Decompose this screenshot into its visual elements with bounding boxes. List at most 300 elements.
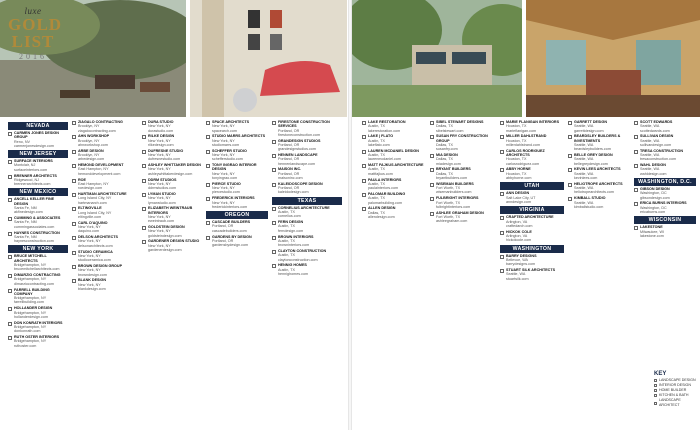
- category-checkbox-icon: [142, 164, 146, 168]
- entry-website[interactable]: studioceramica.com: [78, 258, 111, 263]
- directory-entry: [8, 306, 68, 319]
- gold-list-logo: [8, 6, 63, 82]
- entry-website[interactable]: garrettdesign.com: [574, 128, 604, 133]
- entry-website[interactable]: carmenjonesdesign.com: [14, 143, 54, 148]
- entry-location: New York, NY: [148, 153, 171, 158]
- category-checkbox-icon: [362, 150, 366, 154]
- entry-website[interactable]: marieflanigan.com: [506, 128, 537, 133]
- directory-entry: [142, 120, 202, 133]
- key-label: KITCHEN & BATH: [659, 393, 689, 397]
- entry-website[interactable]: browninteriors.com: [278, 243, 310, 248]
- directory-column: [206, 120, 268, 430]
- category-checkbox-icon: [568, 154, 572, 158]
- entry-location: East Hampton, NY: [78, 167, 109, 172]
- directory-entry: [362, 149, 426, 162]
- entry-name: CARL D'AQUINO: [78, 220, 108, 225]
- photo-tent-room: [526, 0, 700, 117]
- entry-location: Portland, OR: [278, 128, 300, 133]
- category-checkbox-icon: [142, 207, 146, 211]
- entry-name: DIMARZIO CONTRACTING: [14, 273, 61, 278]
- entry-website[interactable]: paulainteriors.com: [368, 186, 399, 191]
- category-checkbox-icon: [72, 164, 76, 168]
- entry-location: Bridgehampton, NY: [14, 324, 47, 329]
- entry-name: CASCADE BUILDERS: [212, 220, 251, 225]
- state-section-header: NEVADA: [8, 122, 68, 130]
- entry-location: Seattle, WA: [574, 142, 594, 147]
- entry-name: HARTMAN ARCHITECTURE: [78, 191, 127, 196]
- entry-website[interactable]: kevinlees.com: [574, 176, 598, 181]
- entry-location: New York, NY: [148, 167, 171, 172]
- category-checkbox-icon: [8, 217, 12, 221]
- entry-location: Seattle, WA: [640, 153, 660, 158]
- category-checkbox-icon: [272, 250, 276, 254]
- category-checkbox-icon: [362, 121, 366, 125]
- key-label: HOME BUILDER: [659, 388, 687, 392]
- directory-entry: [8, 197, 68, 214]
- category-checkbox-icon: [8, 307, 12, 311]
- entry-website[interactable]: arbedesign.com: [78, 157, 105, 162]
- entry-website[interactable]: stuartsilk.com: [506, 276, 529, 281]
- entry-name: CRAFTED ARCHITECTURE: [506, 215, 554, 220]
- directory-entry: [362, 206, 426, 219]
- entry-website[interactable]: scottedwards.com: [640, 128, 670, 133]
- entry-website[interactable]: gibsondesign.com: [640, 195, 670, 200]
- entry-website[interactable]: daquino.com: [78, 229, 100, 234]
- entry-location: New York, NY: [148, 229, 171, 234]
- category-checkbox-icon: [8, 336, 12, 340]
- entry-website[interactable]: hennighomes.com: [278, 271, 309, 276]
- entry-website[interactable]: bryantbuilders.com: [436, 176, 468, 181]
- entry-website[interactable]: mattfajkus.com: [368, 171, 393, 176]
- key-title: KEY: [654, 371, 667, 377]
- directory-entry: [430, 196, 496, 209]
- category-checkbox-icon: [568, 197, 572, 201]
- entry-name: DURA STUDIO: [148, 120, 174, 124]
- entry-location: Dallas, TX: [436, 142, 453, 147]
- entry-name: CARMEN JONES DESIGN GROUP: [14, 131, 59, 140]
- entry-name: DON KONRATH INTERIORS: [14, 320, 63, 325]
- entry-location: Austin, TX: [368, 124, 385, 129]
- entry-name: ABBY HORNE: [506, 167, 531, 172]
- entry-website[interactable]: hemonddevelopment.com: [78, 171, 121, 176]
- key-label: LANDSCAPE ARCHITECT: [658, 398, 681, 407]
- category-checkbox-icon: [430, 212, 434, 216]
- entry-website[interactable]: ericaburns.com: [640, 210, 666, 215]
- directory-entry: [500, 215, 564, 228]
- category-checkbox-icon: [206, 135, 210, 139]
- key-item: [654, 398, 700, 408]
- key-box-icon: [654, 384, 657, 387]
- entry-location: Long Island City, NY: [78, 210, 112, 215]
- category-checkbox-icon: [72, 207, 76, 211]
- entry-website[interactable]: delsonarchitects.com: [78, 243, 113, 248]
- entry-website[interactable]: ziagalocontracting.com: [78, 128, 116, 133]
- directory-entry: [72, 163, 138, 176]
- directory-entry: [272, 120, 342, 137]
- category-checkbox-icon: [500, 192, 504, 196]
- entry-website[interactable]: goldsteindesign.com: [148, 233, 182, 238]
- entry-website[interactable]: frederickinteriors.com: [212, 204, 248, 209]
- category-checkbox-icon: [430, 135, 434, 139]
- category-checkbox-icon: [634, 121, 638, 125]
- entry-location: New York, NY: [212, 200, 235, 205]
- entry-website[interactable]: kimballstudio.com: [574, 204, 604, 209]
- category-checkbox-icon: [430, 154, 434, 158]
- entry-location: Bridgehampton, NY: [14, 296, 47, 301]
- entry-website[interactable]: browndesign.com: [78, 272, 107, 277]
- entry-name: SCOTT EDWARDS: [640, 120, 673, 124]
- entry-website[interactable]: ferndesign.com: [278, 228, 304, 233]
- category-checkbox-icon: [362, 135, 366, 139]
- directory-entry: [142, 225, 202, 238]
- entry-location: Bridgehampton, NY: [14, 339, 47, 344]
- directory-entry: [142, 134, 202, 147]
- entry-website[interactable]: farrellbuilding.com: [14, 300, 44, 305]
- category-checkbox-icon: [72, 279, 76, 283]
- title-gold: GOLD: [8, 15, 63, 34]
- entry-website[interactable]: rilkedesign.com: [148, 142, 174, 147]
- entry-website[interactable]: firestoneconstruction.com: [278, 132, 321, 137]
- category-checkbox-icon: [8, 255, 12, 259]
- category-checkbox-icon: [72, 150, 76, 154]
- directory-entry: [634, 187, 696, 200]
- directory-entry: [500, 120, 564, 133]
- category-checkbox-icon: [500, 121, 504, 125]
- entry-website[interactable]: heliotropearchitects.com: [574, 190, 614, 195]
- directory-entry: [206, 120, 268, 133]
- entry-name: TRESA CONSTRUCTION: [640, 148, 684, 153]
- entry-location: Houston, TX: [506, 124, 527, 129]
- entry-website[interactable]: brennerarchitects.com: [14, 182, 51, 187]
- entry-website[interactable]: eltingville.com: [78, 214, 102, 219]
- category-checkbox-icon: [430, 168, 434, 172]
- directory-entry: [72, 221, 138, 234]
- entry-website[interactable]: schefferstudio.com: [212, 157, 243, 162]
- entry-location: Washington, DC: [640, 205, 667, 210]
- entry-website[interactable]: akfinedesign.com: [14, 210, 43, 215]
- category-checkbox-icon: [206, 221, 210, 225]
- entry-name: ASHLEE GRAHAM DESIGN: [436, 210, 484, 215]
- entry-name: FULBRIGHT INTERIORS: [436, 196, 479, 201]
- state-section-header: VIRGINIA: [500, 206, 564, 214]
- entry-website[interactable]: cascadebuilders.com: [212, 228, 247, 233]
- directory-column: [568, 120, 630, 430]
- category-checkbox-icon: [272, 140, 276, 144]
- directory-entry: [362, 178, 426, 191]
- state-section-header: TEXAS: [272, 197, 342, 205]
- entry-website[interactable]: cummingassociates.com: [14, 224, 55, 229]
- entry-name: GARDENER DESIGN STUDIO: [148, 239, 200, 244]
- state-section-header: WISCONSIN: [634, 216, 696, 224]
- state-section-header: UTAH: [500, 182, 564, 190]
- entry-location: Dallas, TX: [436, 171, 453, 176]
- entry-website[interactable]: lakerestoration.com: [368, 128, 401, 133]
- directory-entry: [568, 182, 630, 195]
- category-checkbox-icon: [72, 236, 76, 240]
- directory-entry: [568, 167, 630, 180]
- entry-name: PALOMAR BUILDING: [368, 191, 406, 196]
- entry-website[interactable]: lakestone.com: [640, 233, 664, 238]
- directory-column: [362, 120, 426, 430]
- category-checkbox-icon: [142, 193, 146, 197]
- category-checkbox-icon: [272, 183, 276, 187]
- entry-name: LAKE | FLATO: [368, 134, 394, 139]
- entry-website[interactable]: studiomarrs.com: [212, 142, 240, 147]
- entry-website[interactable]: carlosrodriguez.com: [506, 161, 540, 166]
- entry-website[interactable]: susanfry.com: [436, 147, 458, 152]
- directory-entry: [72, 278, 138, 291]
- directory-entry: [206, 149, 268, 162]
- directory-entry: [206, 235, 268, 248]
- entry-website[interactable]: hollanderdesign.com: [14, 314, 49, 319]
- entry-website[interactable]: tonyingrao.com: [212, 176, 238, 181]
- entry-website[interactable]: donkonrath.com: [14, 329, 41, 334]
- entry-location: Austin, TX: [368, 181, 385, 186]
- entry-location: New York, NY: [78, 253, 101, 258]
- entry-location: Dallas, TX: [436, 124, 453, 129]
- directory-entry: [500, 230, 564, 243]
- entry-name: BLANK DESIGN: [78, 278, 107, 283]
- entry-website[interactable]: dimarziocontracting.com: [14, 281, 54, 286]
- category-checkbox-icon: [500, 135, 504, 139]
- entry-name: BROWN INTERIORS: [278, 234, 314, 239]
- category-checkbox-icon: [8, 274, 12, 278]
- entry-website[interactable]: wahldesign.com: [640, 171, 667, 176]
- entry-website[interactable]: miadesign.com: [436, 161, 461, 166]
- directory-entry: [142, 239, 202, 252]
- entry-name: STUDIO CERAMICA: [78, 249, 113, 254]
- legend-key: [654, 372, 700, 408]
- entry-website[interactable]: lymanstudio.com: [148, 200, 176, 205]
- entry-website[interactable]: ddrmstudios.com: [148, 186, 177, 191]
- category-checkbox-icon: [72, 135, 76, 139]
- directory-entry: [72, 264, 138, 277]
- entry-website[interactable]: grandesignstudios.com: [278, 147, 316, 152]
- entry-website[interactable]: kaleidodesign.com: [278, 190, 309, 195]
- directory-entry: [142, 206, 202, 223]
- entry-name: STUDIO MARRS ARCHITECTS: [212, 134, 266, 139]
- directory-entry: [272, 263, 342, 276]
- luxe-wordmark: luxe: [24, 6, 42, 16]
- entry-location: New York, NY: [212, 171, 235, 176]
- entry-name: ANN DESIGN: [506, 191, 530, 196]
- entry-location: Austin, TX: [368, 167, 385, 172]
- entry-location: Milwaukee, WI: [640, 229, 664, 234]
- entry-website[interactable]: haynesconstruction.com: [14, 239, 54, 244]
- state-section-header: NEW JERSEY: [8, 150, 68, 158]
- entry-website[interactable]: gardensbydesign.com: [212, 243, 249, 248]
- category-checkbox-icon: [568, 183, 572, 187]
- entry-location: Portland, OR: [278, 186, 300, 191]
- entry-name: GARRETT DESIGN: [574, 120, 607, 124]
- entry-location: New York, NY: [148, 124, 171, 129]
- entry-name: SIBEL STEWART DESIGNS: [436, 120, 484, 124]
- entry-name: DDRM STUDIOS: [148, 177, 177, 182]
- entry-website[interactable]: tresaconstruction.com: [640, 157, 677, 162]
- entry-website[interactable]: cornelius.com: [278, 214, 301, 219]
- entry-name: ROE: [78, 177, 86, 182]
- category-checkbox-icon: [634, 164, 638, 168]
- directory-entry: [272, 139, 342, 152]
- category-checkbox-icon: [430, 183, 434, 187]
- entry-website[interactable]: laurenmcdaniel.com: [368, 157, 401, 162]
- entry-name: GRANDESIGN STUDIOS: [278, 138, 321, 143]
- category-checkbox-icon: [362, 164, 366, 168]
- category-checkbox-icon: [72, 265, 76, 269]
- entry-website[interactable]: eweintraub.com: [148, 219, 175, 224]
- category-checkbox-icon: [8, 322, 12, 326]
- entry-website[interactable]: wisemanbuilders.com: [436, 190, 472, 195]
- entry-location: East Hampton, NY: [78, 181, 109, 186]
- entry-location: Dallas, TX: [368, 210, 385, 215]
- entry-website[interactable]: sullivandesign.com: [640, 142, 672, 147]
- entry-website[interactable]: lakeflato.com: [368, 142, 390, 147]
- entry-name: DUFRESNE STUDIO: [148, 148, 184, 153]
- entry-website[interactable]: roedesign.com: [78, 186, 103, 191]
- category-checkbox-icon: [634, 202, 638, 206]
- key-box-icon: [654, 402, 657, 405]
- entry-website[interactable]: claytonconstruction.com: [278, 257, 318, 262]
- category-checkbox-icon: [500, 231, 504, 235]
- entry-location: Houston, TX: [506, 171, 527, 176]
- state-section-header: NEW YORK: [8, 245, 68, 253]
- entry-website[interactable]: piercestudio.com: [212, 190, 240, 195]
- title-list: LIST: [11, 32, 55, 51]
- entry-website[interactable]: surfaceinteriors.com: [14, 167, 48, 172]
- directory-entry: [206, 134, 268, 147]
- category-checkbox-icon: [568, 168, 572, 172]
- directory-entry: [206, 163, 268, 180]
- entry-location: Bridgehampton, NY: [14, 310, 47, 315]
- entry-name: HEMOND DEVELOPMENT: [78, 163, 124, 168]
- entry-location: New York, NY: [78, 225, 101, 230]
- category-checkbox-icon: [142, 240, 146, 244]
- directory-entry: [500, 268, 564, 281]
- entry-name: GOLDSTEIN DESIGN: [148, 225, 185, 230]
- entry-location: New York, NY: [212, 153, 235, 158]
- entry-location: Reno, NV: [14, 139, 30, 144]
- entry-website[interactable]: durastudio.com: [148, 128, 174, 133]
- directory-entry: [72, 178, 138, 191]
- entry-website[interactable]: barrydesigns.com: [506, 262, 536, 267]
- directory-entry: [8, 174, 68, 187]
- entry-website[interactable]: hickokcole.com: [506, 238, 532, 243]
- entry-location: Bellevue, WA: [506, 257, 528, 262]
- entry-location: Brooklyn, NY: [78, 138, 100, 143]
- entry-location: Seattle, WA: [506, 272, 526, 277]
- category-checkbox-icon: [272, 121, 276, 125]
- entry-website[interactable]: ashleywhittakerdesign.com: [148, 171, 193, 176]
- entry-location: Austin, TX: [368, 153, 385, 158]
- state-section-header: OREGON: [206, 211, 268, 219]
- entry-location: New York, NY: [212, 124, 235, 129]
- category-checkbox-icon: [272, 207, 276, 211]
- directory-entry: [72, 192, 138, 205]
- category-checkbox-icon: [634, 135, 638, 139]
- entry-location: New York, NY: [212, 186, 235, 191]
- entry-name: KALEIDOSCOPE DESIGN: [278, 181, 323, 186]
- entry-website[interactable]: bellegreydesign.com: [574, 161, 608, 166]
- directory-entry: [142, 149, 202, 162]
- entry-name: BARRY DESIGNS: [506, 253, 537, 258]
- entry-location: New York, NY: [78, 282, 101, 287]
- directory-entry: [8, 321, 68, 334]
- entry-website[interactable]: beardsleybuilders.com: [574, 147, 611, 152]
- entry-website[interactable]: palomarbuilding.com: [368, 200, 403, 205]
- entry-website[interactable]: ahnworkshop.com: [78, 142, 108, 147]
- category-checkbox-icon: [206, 150, 210, 154]
- entry-website[interactable]: ruthoster.com: [14, 343, 37, 348]
- directory-entry: [272, 206, 342, 219]
- entry-location: Ridgewood, NJ: [14, 177, 40, 182]
- entry-name: PIERCE STUDIO: [212, 181, 241, 186]
- entry-website[interactable]: hartmanarch.com: [78, 200, 107, 205]
- category-checkbox-icon: [272, 168, 276, 172]
- entry-name: CLAYTON CONSTRUCTION: [278, 248, 327, 253]
- entry-name: HICKOK COLE: [506, 229, 532, 234]
- entry-name: HAYNES CONSTRUCTION: [14, 230, 60, 235]
- entry-website[interactable]: hennenlandscape.com: [278, 161, 316, 166]
- directory-entry: [634, 163, 696, 176]
- entry-location: Seattle, WA: [574, 124, 594, 129]
- entry-website[interactable]: dufresnestudio.com: [148, 157, 181, 162]
- directory-entry: [72, 120, 138, 133]
- directory-entry: [8, 335, 68, 348]
- category-checkbox-icon: [72, 222, 76, 226]
- title-year: 2016: [19, 52, 47, 61]
- entry-website[interactable]: abbyhorne.com: [506, 176, 532, 181]
- entry-name: FERN DESIGN: [278, 220, 304, 225]
- entry-website[interactable]: anndesign.com: [506, 199, 532, 204]
- directory-entry: [568, 153, 630, 166]
- entry-website[interactable]: gardenerdesign.com: [148, 248, 182, 253]
- entry-website[interactable]: maisoninc.com: [278, 176, 303, 181]
- entry-location: Austin, TX: [278, 267, 295, 272]
- entry-name: BRUCE MITCHELL ARCHITECTS: [14, 254, 47, 263]
- entry-website[interactable]: millerdahlstrand.com: [506, 142, 541, 147]
- category-checkbox-icon: [8, 198, 12, 202]
- entry-location: Brooklyn, NY: [78, 124, 100, 129]
- directory-column: [272, 120, 342, 430]
- entry-name: FARRELL BUILDING COMPANY: [14, 287, 50, 296]
- entry-name: SURFACE INTERIORS: [14, 159, 53, 164]
- entry-website[interactable]: spacearch.com: [212, 128, 238, 133]
- directory-entry: [500, 167, 564, 180]
- directory-entry: [634, 134, 696, 147]
- directory-entry: [72, 149, 138, 162]
- entry-website[interactable]: sibelstewart.com: [436, 128, 464, 133]
- directory-entry: [206, 220, 268, 233]
- category-checkbox-icon: [8, 175, 12, 179]
- directory-entry: [206, 196, 268, 209]
- entry-website[interactable]: brucemitchellarchitects.com: [14, 267, 60, 272]
- entry-website[interactable]: fulbrightinteriors.com: [436, 204, 471, 209]
- entry-website[interactable]: blankdesign.com: [78, 286, 106, 291]
- category-checkbox-icon: [272, 236, 276, 240]
- entry-name: HELIOTROPE ARCHITECTS: [574, 181, 623, 186]
- entry-website[interactable]: ashleegraham.com: [436, 219, 468, 224]
- entry-name: ELTINGVILLE: [78, 206, 102, 211]
- category-checkbox-icon: [206, 197, 210, 201]
- entry-website[interactable]: craftedarch.com: [506, 223, 533, 228]
- category-checkbox-icon: [634, 150, 638, 154]
- entry-name: PAULA INTERIORS: [368, 177, 402, 182]
- entry-website[interactable]: allendesign.com: [368, 214, 395, 219]
- entry-location: Austin, TX: [368, 196, 385, 201]
- entry-name: HENNEN LANDSCAPE: [278, 153, 318, 158]
- directory-entry: [568, 196, 630, 209]
- entry-name: SCHEFFER STUDIO: [212, 148, 247, 153]
